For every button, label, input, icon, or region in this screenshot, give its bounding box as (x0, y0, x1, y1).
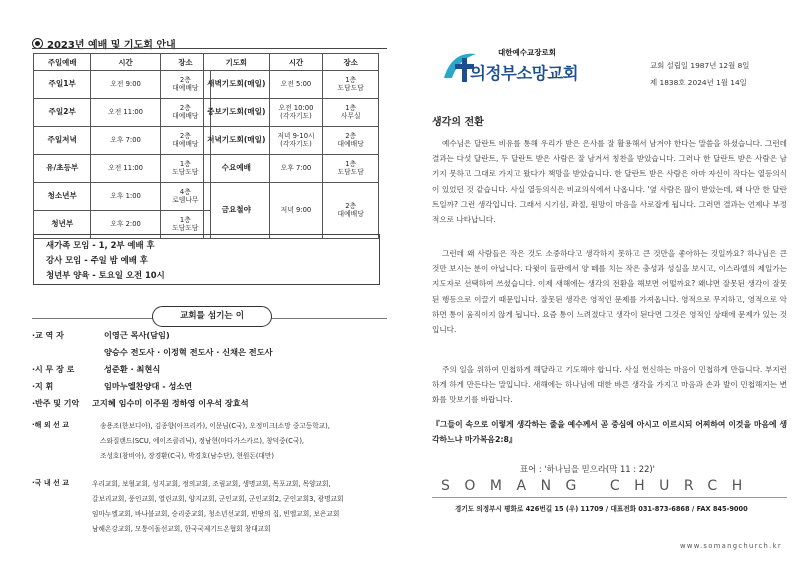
prayer-schedule-table (203, 53, 379, 239)
overseas-mission-label: ·해 외 선 교 (32, 421, 70, 429)
schedule-place: 2층 대예배당 (160, 99, 210, 127)
col-header: 시간 (91, 54, 160, 71)
schedule-time: 저녁 9-10시 (각자기도) (269, 127, 323, 155)
schedule-name: 새벽기도회(매일) (204, 71, 270, 99)
schedule-row (34, 155, 211, 183)
schedule-name: 수요예배 (204, 155, 270, 183)
conductor: 임마누엘찬양대 - 성소연 (104, 381, 193, 391)
schedule-row (204, 127, 379, 155)
schedule-name: 유/초등부 (34, 155, 91, 183)
schedule-row (204, 155, 379, 183)
notice-line: 새가족 모임 - 1, 2부 예배 후 (46, 240, 155, 250)
col-header: 장소 (160, 54, 210, 71)
schedule-time: 오후 1:00 (91, 183, 160, 211)
notice-line: 강사 모임 - 주일 밤 예배 후 (46, 255, 148, 265)
col-header: 장소 (323, 54, 379, 71)
schedule-place: 1층 도담도담 (160, 211, 210, 239)
mission-line: 스와질랜드(SCU, 에이즈클리닉), 정남현(마다가스카르), 창덕중(C국), (100, 437, 305, 445)
article-paragraph: 주의 일을 위하여 민첩하게 해달라고 기도해야 합니다. 사실 헌신하는 마음이 민첩하게 만듭니다. 부지런하게 하게 만든다는 말입니다. 새해에는 하나님에 대한 바른 생각을 가지고 마음과 손과 발이 민첩해지는 변화를 맛보기를 바랍니다. (432, 365, 787, 405)
mission-line: 송용조(한보디아), 김종향(아프리카), 이문님(C국), 오정미크(소망 중고등학교), (100, 422, 330, 430)
address: 경기도 의정부시 평화로 426번길 15 (우) 11709 / 대표전화 031-873-6868 / FAX 845-9000 (455, 505, 748, 513)
schedule-place: 1층 도담도담 (323, 71, 379, 99)
schedule-time: 오전 9:00 (91, 71, 160, 99)
schedule-place: 1층 도담도담 (323, 155, 379, 183)
schedule-time: 저녁 9:00 (269, 183, 323, 239)
worship-schedule-table (33, 53, 211, 239)
elders-label: ·시 무 장 로 (32, 365, 75, 374)
issue-info: 제 1838호 2024년 1월 14일 (650, 78, 747, 87)
schedule-place: 1층 사무실 (323, 99, 379, 127)
band-members: 고지혜 임수미 이주원 정하영 이우석 장효석 (92, 398, 249, 408)
schedule-place: 1층 도담도담 (160, 155, 210, 183)
founded-date: 교회 설립일 1987년 12월 8일 (650, 61, 750, 70)
schedule-time: 오후 7:00 (91, 127, 160, 155)
schedule-row (204, 99, 379, 127)
evangelists: 양승수 전도사 · 이정혁 전도사 · 신채은 전도사 (104, 347, 273, 357)
domestic-mission-label: ·국 내 선 교 (32, 479, 70, 487)
domestic-line: 우리교회, 보혈교회, 성지교회, 정의교회, 조림교회, 생명교회, 목포교회, 목양교회, (92, 480, 331, 488)
schedule-name: 주일2부 (34, 99, 91, 127)
servants-section-title: 교회를 섬기는 이 (152, 306, 272, 327)
schedule-time: 오후 7:00 (269, 155, 323, 183)
divider (432, 497, 787, 498)
schedule-row (34, 127, 211, 155)
article-title: 생각의 전환 (432, 117, 484, 128)
schedule-time: 오전 10:00 (각자기도) (269, 99, 323, 127)
schedule-name: 청년부 (34, 211, 91, 239)
elders: 성준환 · 최현식 (104, 364, 161, 374)
col-header: 시간 (269, 54, 323, 71)
church-english-name: SOMANG CHURCH (441, 478, 757, 494)
schedule-row (204, 71, 379, 99)
schedule-title: 2023년 예배 및 기도회 안내 (32, 36, 176, 51)
website-link[interactable]: www.somangchurch.kr (680, 542, 782, 550)
schedule-time: 오전 11:00 (91, 155, 160, 183)
schedule-row (34, 99, 211, 127)
band-label: ·반주 및 기악 (32, 399, 80, 408)
schedule-row (204, 183, 379, 239)
col-header: 기도회 (204, 54, 270, 71)
schedule-time: 오전 5:00 (269, 71, 323, 99)
schedule-place: 4층 로뎀나무 (160, 183, 210, 211)
notice-box (33, 234, 380, 285)
schedule-name: 저녁기도회(매일) (204, 127, 270, 155)
conductor-label: ·지 휘 (32, 382, 54, 391)
schedule-place: 2층 대예배당 (323, 127, 379, 155)
denomination: 대한예수교장로회 (498, 48, 556, 57)
schedule-time: 오후 2:00 (91, 211, 160, 239)
pastor-label: ·교 역 자 (32, 331, 64, 340)
domestic-line: 임마누엘교회, 바나블교회, 승리중교회, 청소년선교회, 빈땅의 집, 빈엘교회, 보은교회 (92, 510, 340, 518)
mission-line: 조성호(참비아), 장경환(C국), 박경호(남수단), 현원돈(대만) (100, 452, 274, 460)
domestic-line: 갈보리교회, 풍인교회, 열린교회, 양지교회, 군인교회, 군인교회2, 군인교회3, 광명교회 (92, 495, 344, 503)
domestic-line: 남해온강교회, 모퉁이돌선교회, 한국국제기드온협회 창대교회 (92, 525, 271, 533)
schedule-place: 2층 대예배당 (323, 183, 379, 239)
church-motto: 표어 : '하나님을 믿으라(막 11 : 22)' (520, 464, 655, 474)
pastor-name: 이영근 목사(담임) (104, 330, 170, 340)
schedule-row (34, 71, 211, 99)
schedule-place: 2층 대예배당 (160, 71, 210, 99)
article-paragraph: 예수님은 달란트 비유를 통해 우리가 받은 은사를 잘 활용해서 남겨야 한다는 말씀을 하셨습니다. 그런데 결과는 다섯 달란트, 두 달란트 받은 사람은 잘 남겨서 칭찬을 받았습니다. 그러나 한 달란트 받은 사람은 남기지 못하고 그대로 가지고 왔다가 책망을 받았습니다. 한 달란트 받은 사람은 아마 자신이 작다는 열등의식이 있었던 것 같습니다. 사실 열등의식은 비교의식에서 나옵니다. '옆 사람은 많이 받았는데, 왜 나만 한 달란트일까? 그런 생각입니다. 그래서 시기심, 좌절, 원망이 마음을 사로잡게 됩니다. 그러면 결과는 언제나 부정적으로 나타납니다. (432, 139, 787, 225)
schedule-name: 중보기도회(매일) (204, 99, 270, 127)
schedule-name: 주일저녁 (34, 127, 91, 155)
schedule-row (34, 183, 211, 211)
schedule-time: 오전 11:00 (91, 99, 160, 127)
schedule-name: 금요철야 (204, 183, 270, 239)
schedule-name: 청소년부 (34, 183, 91, 211)
divider (32, 48, 387, 49)
notice-line: 청년부 양육 - 토요일 오전 10시 (46, 270, 165, 280)
schedule-place: 2층 대예배당 (160, 127, 210, 155)
scripture-quote: 『그들이 속으로 이렇게 생각하는 줄을 예수께서 곧 중심에 아시고 이르시되 어찌하여 이것을 마음에 생각하느냐 마가복음2:8』 (432, 420, 787, 444)
church-name: 의정부소망교회 (470, 64, 579, 83)
article-paragraph: 그런데 왜 사람들은 작은 것도 소중하다고 생각하지 못하고 큰 것만을 좋아하는 것일까요? 하나님은 큰 것만 보시는 분이 아닙니다. 다윗이 들판에서 양 떼를 치는 작은 충성과 성실을 보시고, 이스라엘의 제일가는 지도자로 선택하여 쓰셨습니다. 이제 새해에는 생각의 전환을 해보면 어떨까요? 왜냐면 잘못된 생각이 잘못된 행동으로 이끌기 때문입니다. 잘못된 생각은 영적인 문제를 가져옵니다. 영적으로 무지하고, 영적으로 악하면 통이 움직이지 않게 됩니다. 요즘 통이 느려졌다고 생각이 된다면 그것은 영적인 상태에 문제가 있는 것입니다. (432, 249, 787, 335)
col-header: 주일예배 (34, 54, 91, 71)
schedule-name: 주일1부 (34, 71, 91, 99)
